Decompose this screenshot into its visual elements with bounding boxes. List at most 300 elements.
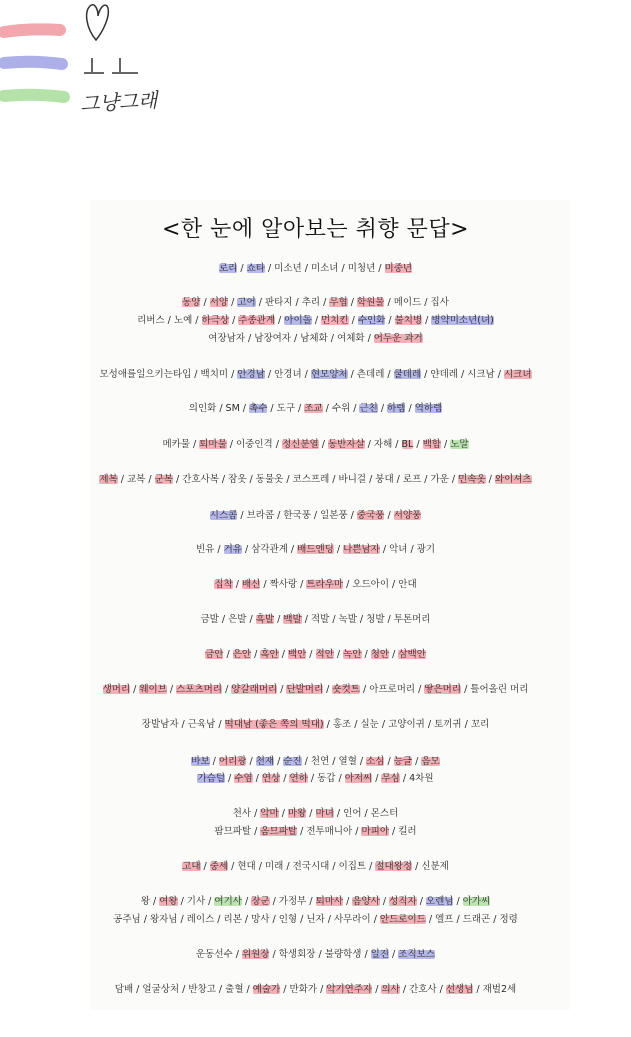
preference-item: 투톤머리 — [393, 614, 431, 625]
preference-item: 가정부 — [278, 896, 307, 907]
preference-item: 가운 — [430, 474, 449, 485]
item-separator: / — [324, 914, 334, 925]
preference-item-green: 아가씨 — [462, 896, 491, 907]
preference-item-pink: 은안 — [232, 649, 252, 660]
item-separator: / — [412, 861, 422, 872]
preference-line — [0, 314, 631, 328]
item-separator: / — [269, 896, 279, 907]
preference-item-pink: 마녀 — [315, 808, 334, 819]
item-separator: / — [356, 756, 367, 767]
preference-item-blue: 로리 — [218, 263, 238, 274]
preference-item-blue: 쇼타 — [246, 263, 265, 274]
preference-item-pink: 와이셔츠 — [494, 474, 532, 485]
preference-line — [0, 718, 631, 732]
item-separator: / — [260, 579, 270, 590]
preference-line — [0, 332, 631, 346]
preference-item: 불량학생 — [324, 949, 362, 960]
preference-item-pink: 연하 — [289, 773, 308, 784]
preference-item-pink: 퇴마사 — [315, 896, 344, 907]
preference-item-blue: 조직보스 — [398, 949, 435, 960]
item-separator: / — [323, 684, 333, 695]
item-separator: / — [322, 403, 332, 414]
preference-line — [0, 860, 631, 874]
preference-item: 틀어올린 머리 — [470, 684, 529, 695]
preference-item-pink: 동양 — [182, 297, 201, 308]
preference-item-pink: 시크녀 — [503, 369, 532, 380]
item-separator: / — [246, 474, 256, 485]
preference-item: 리버스 — [137, 315, 165, 326]
item-separator: / — [421, 369, 431, 380]
preference-line — [0, 755, 631, 769]
preference-item-pink: 성직자 — [389, 896, 417, 907]
preference-item: 닌자 — [306, 914, 325, 925]
preference-item: 여체화 — [337, 333, 365, 344]
preference-item: 붕대 — [375, 474, 394, 485]
item-separator: / — [301, 369, 311, 380]
preference-item: 백치미 — [200, 369, 229, 380]
preference-item: 엘프 — [435, 914, 454, 925]
item-separator: / — [384, 369, 394, 380]
preference-item: 운동선수 — [195, 949, 233, 960]
preference-item-pink: 절대왕정 — [375, 861, 413, 872]
preference-item-green: 여기사 — [214, 896, 242, 907]
item-separator: / — [422, 315, 432, 326]
item-separator: / — [494, 369, 504, 380]
preference-item: 시크남 — [467, 369, 495, 380]
item-separator: / — [333, 544, 344, 555]
preference-item-blue: 가슴털 — [197, 773, 226, 784]
item-separator: / — [178, 719, 188, 730]
preference-item-pink: 장군 — [251, 896, 270, 907]
item-separator: / — [277, 684, 287, 695]
item-separator: / — [359, 684, 370, 695]
preference-item: 코스프레 — [292, 474, 330, 485]
preference-item: 미소년 — [274, 263, 302, 274]
preference-line — [0, 613, 631, 627]
preference-item-pink: 마왕 — [287, 808, 307, 819]
preference-item: 얼굴상처 — [142, 984, 180, 995]
item-separator: / — [347, 510, 357, 521]
legend-blue-swatch — [4, 62, 62, 64]
item-separator: / — [209, 756, 219, 767]
item-separator: / — [461, 719, 471, 730]
preference-item-pink: 흑발 — [255, 614, 275, 625]
preference-item-blue: 순진 — [283, 756, 302, 767]
preference-line — [0, 983, 631, 997]
preference-line — [0, 262, 631, 276]
preference-item: 현대 — [237, 861, 256, 872]
preference-item-pink: 서양 — [209, 297, 229, 308]
preference-item: 이집트 — [338, 861, 367, 872]
preference-item: 공주님 — [113, 914, 141, 925]
item-separator: / — [166, 684, 177, 695]
item-separator: / — [223, 649, 233, 660]
item-separator: / — [216, 403, 226, 414]
item-separator: / — [389, 649, 399, 660]
preference-item: 노예 — [173, 315, 193, 326]
preference-item-pink: 예술가 — [252, 984, 281, 995]
preference-item-pink: 금안 — [205, 649, 224, 660]
item-separator: / — [375, 263, 385, 274]
item-separator: / — [218, 614, 229, 625]
preference-item-pink: 숏컷트 — [332, 684, 360, 695]
preference-item: 학생회장 — [278, 949, 316, 960]
item-separator: / — [269, 949, 279, 960]
preference-item-pink: 트라우마 — [306, 579, 344, 590]
item-separator: / — [140, 914, 150, 925]
item-separator: / — [192, 315, 202, 326]
item-separator: / — [290, 333, 301, 344]
item-separator: / — [311, 315, 322, 326]
preference-item: 토끼귀 — [434, 719, 462, 730]
item-separator: / — [252, 773, 262, 784]
preference-item-pink: 악기연주자 — [326, 984, 373, 995]
item-separator: / — [133, 984, 143, 995]
item-separator: / — [372, 984, 382, 995]
item-separator: / — [421, 474, 431, 485]
preference-line — [0, 543, 631, 557]
heart-icon — [87, 5, 109, 40]
preference-item: 안대 — [398, 579, 417, 590]
item-separator: / — [361, 949, 371, 960]
preference-item-pink: 불치병 — [394, 315, 423, 326]
item-separator: / — [179, 984, 189, 995]
preference-item: 수위 — [331, 403, 351, 414]
preference-item: 간호사 — [409, 984, 437, 995]
item-separator: / — [130, 684, 140, 695]
preference-item-blue: 하렘 — [387, 403, 406, 414]
item-separator: / — [200, 861, 210, 872]
item-separator: / — [274, 614, 284, 625]
preference-item: 반창고 — [188, 984, 216, 995]
preference-item: 판타지 — [264, 297, 293, 308]
item-separator: / — [278, 808, 288, 819]
preference-line — [0, 648, 631, 662]
item-separator: / — [177, 914, 187, 925]
item-separator: / — [301, 614, 311, 625]
preference-item: 짝사랑 — [269, 579, 298, 590]
preference-item: 홍조 — [332, 719, 352, 730]
item-separator: / — [117, 474, 127, 485]
item-separator: / — [424, 719, 435, 730]
preference-item-blue: 안경남 — [237, 369, 265, 380]
preference-item-pink: 떡대남 (좋은 쪽의 떡대) — [224, 719, 324, 730]
item-separator: / — [264, 263, 275, 274]
preference-item: 사무라이 — [333, 914, 371, 925]
preference-item: 장발남자 — [141, 719, 179, 730]
preference-item: 적발 — [310, 614, 330, 625]
item-separator: / — [292, 297, 302, 308]
preference-item-pink: 악마 — [260, 808, 279, 819]
item-separator: / — [366, 474, 376, 485]
preference-item-pink: 무협 — [329, 297, 348, 308]
item-separator: / — [416, 896, 426, 907]
preference-item: 오드아이 — [352, 579, 390, 590]
preference-line — [0, 807, 631, 821]
item-separator: / — [232, 579, 242, 590]
item-separator: / — [272, 439, 282, 450]
preference-item-pink: 녹안 — [343, 649, 362, 660]
preference-item: 집사 — [430, 297, 449, 308]
preference-item-pink: 삼백안 — [398, 649, 426, 660]
preference-item-pink: 수염 — [234, 773, 253, 784]
preference-item-blue: 현모양처 — [310, 369, 348, 380]
preference-item-pink: 안드로이드 — [379, 914, 426, 925]
item-separator: / — [145, 474, 155, 485]
preference-item: 만화가 — [289, 984, 318, 995]
preference-item: 왕자님 — [149, 914, 178, 925]
preference-item: 금발 — [200, 614, 219, 625]
item-separator: / — [384, 756, 394, 767]
item-separator: / — [280, 984, 290, 995]
item-separator: / — [191, 369, 201, 380]
preference-item: 왕 — [140, 896, 150, 907]
preference-item: 이중인격 — [236, 439, 273, 450]
preference-item-pink: 고대 — [182, 861, 201, 872]
item-separator: / — [222, 684, 232, 695]
item-separator: / — [379, 896, 390, 907]
legend — [0, 0, 631, 130]
item-separator: / — [243, 984, 253, 995]
item-separator: / — [412, 756, 422, 767]
preference-item: 레이스 — [186, 914, 215, 925]
preference-item-blue: 수인화 — [357, 315, 386, 326]
preference-item: 츤데레 — [356, 369, 385, 380]
preference-item-pink: 어리광 — [218, 756, 247, 767]
item-separator: / — [352, 826, 362, 837]
preference-item: 4차원 — [409, 773, 434, 784]
item-separator: / — [255, 861, 265, 872]
preference-item: 바니걸 — [338, 474, 367, 485]
item-separator: / — [338, 263, 348, 274]
item-separator: / — [385, 315, 395, 326]
preference-line — [0, 683, 631, 697]
item-separator: / — [347, 297, 357, 308]
preference-item: 모성애를일으키는타입 — [99, 369, 192, 380]
item-separator: / — [283, 861, 293, 872]
item-separator: / — [241, 914, 252, 925]
preference-item-pink: 제복 — [99, 474, 118, 485]
preference-item-pink: 흑안 — [260, 649, 279, 660]
item-separator: / — [335, 773, 345, 784]
preference-item-pink: 하극상 — [201, 315, 230, 326]
item-separator: / — [228, 861, 238, 872]
preference-item: 신분제 — [421, 861, 449, 872]
preference-line — [0, 948, 631, 962]
preference-item: 동물옷 — [255, 474, 284, 485]
preference-item: 잠옷 — [228, 474, 247, 485]
item-separator: / — [364, 333, 374, 344]
preference-item-pink: 음양사 — [352, 896, 380, 907]
preference-item: SM — [225, 403, 240, 414]
preference-item-pink: 의사 — [381, 984, 400, 995]
item-separator: / — [323, 719, 333, 730]
preference-line — [0, 296, 631, 310]
item-separator: / — [301, 263, 311, 274]
preference-item-pink: 백발 — [283, 614, 302, 625]
preference-item-pink: 중세 — [209, 861, 229, 872]
item-separator: / — [384, 614, 394, 625]
item-separator: / — [405, 403, 415, 414]
item-separator: / — [239, 403, 250, 414]
item-separator: / — [399, 773, 410, 784]
item-separator: / — [214, 544, 224, 555]
item-separator: / — [329, 861, 339, 872]
preference-item: 리본 — [223, 914, 242, 925]
item-separator: / — [413, 439, 423, 450]
item-separator: / — [264, 369, 275, 380]
item-separator: / — [366, 861, 376, 872]
preference-item: 동갑 — [317, 773, 336, 784]
preference-item: 간호사복 — [182, 474, 219, 485]
preference-item: 삼각관계 — [251, 544, 288, 555]
preference-item: 미청년 — [347, 263, 376, 274]
preference-item: 인어 — [343, 808, 362, 819]
item-separator: / — [317, 984, 327, 995]
item-separator: / — [255, 297, 265, 308]
item-separator: / — [307, 773, 318, 784]
preference-item: 전국시대 — [292, 861, 330, 872]
preference-item-pink: 적안 — [315, 649, 334, 660]
preference-line — [0, 438, 631, 452]
item-separator: / — [306, 649, 316, 660]
preference-item-blue: 일진 — [370, 949, 390, 960]
item-separator: / — [421, 297, 431, 308]
item-separator: / — [407, 544, 417, 555]
item-separator: / — [399, 984, 410, 995]
item-separator: / — [306, 808, 316, 819]
preference-line — [0, 368, 631, 382]
preference-item-pink: 중국풍 — [356, 510, 385, 521]
item-separator: / — [377, 403, 388, 414]
page-title: <한 눈에 알아보는 취향 문답> — [161, 217, 470, 242]
preference-item-pink: 아저씨 — [344, 773, 373, 784]
preference-line — [0, 578, 631, 592]
item-separator: / — [164, 315, 174, 326]
item-separator: / — [389, 579, 399, 590]
preference-item: 브라콤 — [246, 510, 275, 521]
preference-item: 자해 — [373, 439, 393, 450]
item-separator: / — [327, 333, 338, 344]
preference-item: 의인화 — [188, 403, 217, 414]
preference-line — [0, 402, 631, 416]
item-separator: / — [329, 756, 339, 767]
item-separator: / — [228, 369, 238, 380]
preference-item: 악녀 — [389, 544, 408, 555]
preference-item-pink: 연상 — [261, 773, 281, 784]
item-separator: / — [490, 914, 500, 925]
preference-item-pink: 백합 — [422, 439, 441, 450]
item-separator: / — [473, 984, 483, 995]
item-separator: / — [228, 297, 238, 308]
preference-item: 고양이귀 — [388, 719, 425, 730]
preference-item-pink: 어두운 과거 — [373, 333, 423, 344]
item-separator: / — [329, 614, 339, 625]
preference-item: 재벌2세 — [482, 984, 517, 995]
item-separator: / — [379, 544, 390, 555]
preference-item-pink: 학원물 — [356, 297, 385, 308]
preference-item-blue: 시스콤 — [209, 510, 238, 521]
preference-item: 미소녀 — [310, 263, 339, 274]
preference-item: 은발 — [228, 614, 247, 625]
preference-item: 기사 — [186, 896, 206, 907]
item-separator: / — [306, 896, 316, 907]
item-separator: / — [269, 914, 279, 925]
item-separator: / — [361, 808, 371, 819]
preference-item-blue: 아이돌 — [284, 315, 312, 326]
preference-item-pink: 단발머리 — [286, 684, 324, 695]
preference-item: 빈유 — [195, 544, 215, 555]
preference-item-pink: 집착 — [214, 579, 233, 590]
item-separator: / — [149, 896, 160, 907]
item-separator: / — [457, 369, 468, 380]
preference-item: 얀데레 — [430, 369, 458, 380]
preference-item-pink: 배신 — [241, 579, 261, 590]
preference-item-pink: 동반자살 — [327, 439, 365, 450]
item-separator: / — [333, 649, 344, 660]
item-separator: / — [351, 719, 361, 730]
preference-item: 청발 — [366, 614, 385, 625]
preference-item: 광기 — [416, 544, 436, 555]
item-separator: / — [372, 773, 382, 784]
preference-item-blue: 거유 — [223, 544, 242, 555]
preference-item: 남체화 — [300, 333, 328, 344]
preference-item-pink: 미중년 — [384, 263, 413, 274]
item-separator: / — [280, 773, 290, 784]
preference-item-pink: 청안 — [370, 649, 390, 660]
preference-item: 안경녀 — [274, 369, 302, 380]
legend-blue-glyph — [84, 58, 138, 73]
item-separator: / — [287, 544, 298, 555]
item-separator: / — [251, 808, 261, 819]
preference-item: 천사 — [232, 808, 252, 819]
preference-item: 몬스터 — [370, 808, 399, 819]
preference-item: 열혈 — [338, 756, 357, 767]
item-separator: / — [333, 808, 344, 819]
preference-item-blue: 병약미소년(녀) — [431, 315, 494, 326]
item-separator: / — [297, 914, 307, 925]
item-separator: / — [205, 896, 215, 907]
item-separator: / — [241, 896, 252, 907]
preference-item: 메이드 — [393, 297, 422, 308]
item-separator: / — [364, 439, 374, 450]
preference-item: 정령 — [499, 914, 518, 925]
preference-item-pink: 주종관계 — [238, 315, 276, 326]
item-separator: / — [245, 333, 255, 344]
item-separator: / — [389, 826, 399, 837]
preference-item: 팜므파탈 — [214, 826, 252, 837]
preference-item-pink: 양갈래머리 — [231, 684, 278, 695]
item-separator: / — [389, 949, 399, 960]
item-separator: / — [246, 614, 256, 625]
preference-item: 실눈 — [360, 719, 379, 730]
preference-item-pink: 여왕 — [159, 896, 178, 907]
preference-item-pink: 무심 — [381, 773, 400, 784]
preference-item: 전투매니아 — [306, 826, 353, 837]
item-separator: / — [225, 773, 235, 784]
preference-item-green: 노말 — [450, 439, 469, 450]
item-separator: / — [350, 403, 360, 414]
item-separator: / — [218, 474, 229, 485]
preference-item: 담배 — [114, 984, 134, 995]
preference-item-pink: 군복 — [154, 474, 173, 485]
item-separator: / — [297, 826, 307, 837]
preference-item-blue: 바보 — [191, 756, 210, 767]
preference-item-pink: 옴므파탈 — [260, 826, 298, 837]
item-separator: / — [237, 510, 247, 521]
preference-item: 꼬리 — [470, 719, 490, 730]
item-separator: / — [177, 896, 187, 907]
